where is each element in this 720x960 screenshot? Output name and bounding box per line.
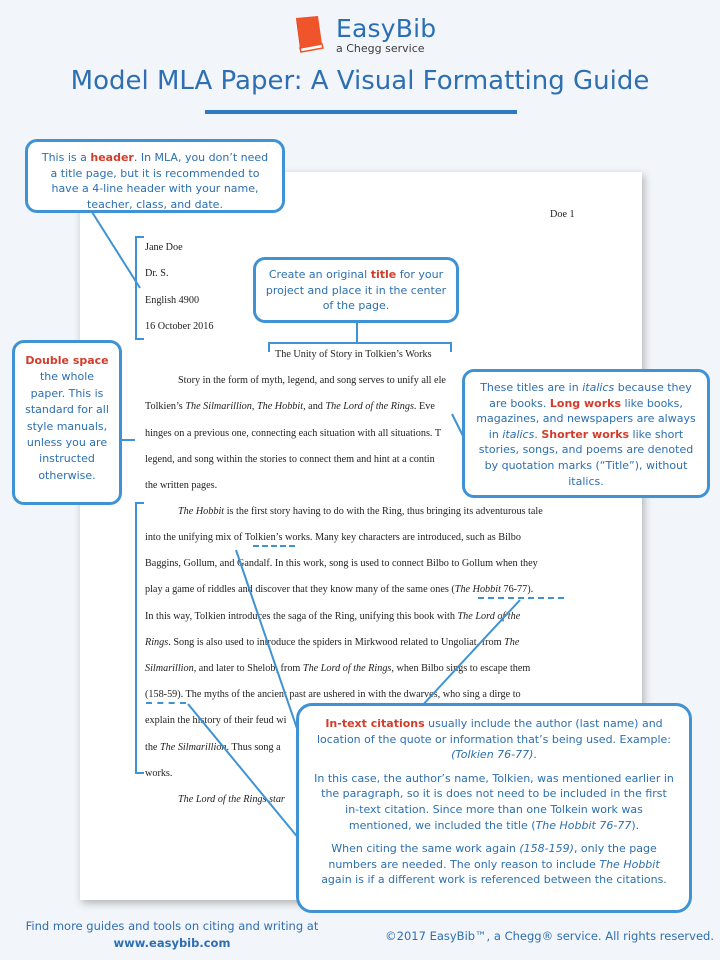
body-line: the The Silmarillion. Thus song a (145, 742, 281, 753)
citation-connector-pages (188, 704, 300, 840)
body-line: The Lord of the Rings star (178, 794, 285, 805)
citation-connector-title (420, 600, 520, 708)
body-line: Tolkien’s The Silmarillion, The Hobbit, and The Lord of the Rings. Eve (145, 401, 435, 412)
body-line: In this way, Tolkien introduces the saga of the Ring, unifying this book with The Lord of the (145, 611, 521, 622)
header-line-class: English 4900 (145, 295, 200, 306)
body-line: Rings. Song is also used to introduce the spiders in Mirkwood related to Ungoliat, from The (145, 637, 520, 648)
body-line: works. (145, 768, 173, 779)
citations-para-1: In-text citations usually include the author (last name) and location of the quote or information that’s being used. Example: (Tolkien 76-77). (317, 717, 671, 762)
essay-title: The Unity of Story in Tolkien’s Works (275, 349, 432, 360)
double-space-callout: Double space the whole paper. This is standard for all style manuals, unless you are instructed otherwise. (12, 340, 122, 505)
brand-name: EasyBib (336, 14, 437, 43)
header-line-name: Jane Doe (145, 242, 183, 253)
body-line: hinges on a previous one, connecting each situation with all situations. T (145, 428, 442, 439)
body-line: explain the history of their feud wi (145, 715, 287, 726)
page-number: Doe 1 (550, 209, 575, 220)
body-line: Story in the form of myth, legend, and song serves to unify all ele (178, 375, 446, 386)
body-line: play a game of riddles and discover that they know many of the same ones (The Hobbit 76-77). (145, 584, 534, 595)
footer-promo (22, 918, 322, 952)
brand-tagline: a Chegg service (336, 42, 425, 55)
citations-para-3: When citing the same work again (158-159), only the page numbers are needed. The only reason to include The Hobbit again is if a different work is referenced between the citations. (321, 842, 667, 887)
body-line: Baggins, Gollum, and Gandalf. In this work, song is used to connect Bilbo to Gollum when they (145, 558, 538, 569)
citations-para-2: In this case, the author’s name, Tolkien, was mentioned earlier in the paragraph, so it is does not need to be included in the first in-text citation. Since more than one Tolkein work was mentioned, we included the title (The Hobbit 76-77). (314, 771, 674, 832)
footer-link[interactable]: www.easybib.com (113, 936, 231, 950)
body-line: (158-59). The myths of the ancient past are ushered in with the dwarves, who sing a dirge to (145, 689, 521, 700)
page-title: Model MLA Paper: A Visual Formatting Guide (70, 66, 650, 96)
italics-callout: These titles are in italics because they are books. Long works like books, magazines, and newspapers are always in italics. Shorter works like short stories, songs, and poems are denoted by quotation marks (“Title”), without italics. (462, 369, 710, 498)
citations-callout (296, 703, 692, 913)
body-line: legend, and song within the stories to connect them and hint at a contin (145, 454, 435, 465)
footer-copyright: ©2017 EasyBib™, a Chegg® service. All rights reserved. (385, 929, 714, 943)
body-line: into the unifying mix of Tolkien’s works. Many key characters are introduced, such as Bilbo (145, 532, 521, 543)
header-line-date: 16 October 2016 (145, 321, 214, 332)
footer-promo-text: Find more guides and tools on citing and writing at (25, 919, 319, 933)
body-line: Silmarillion, and later to Shelob, from The Lord of the Rings, when Bilbo sings to escape them (145, 663, 531, 674)
header-callout: This is a header. In MLA, you don’t need a title page, but it is recommended to have a 4-line header with your name, teacher, class, and date. (25, 139, 285, 213)
title-callout: Create an original title for your project and place it in the center of the page. (253, 257, 459, 323)
header-connector (92, 212, 140, 288)
header-line-teacher: Dr. S. (145, 268, 169, 279)
body-line: the written pages. (145, 480, 218, 491)
body-line: The Hobbit is the first story having to do with the Ring, thus bringing its adventurous tale (178, 506, 543, 517)
